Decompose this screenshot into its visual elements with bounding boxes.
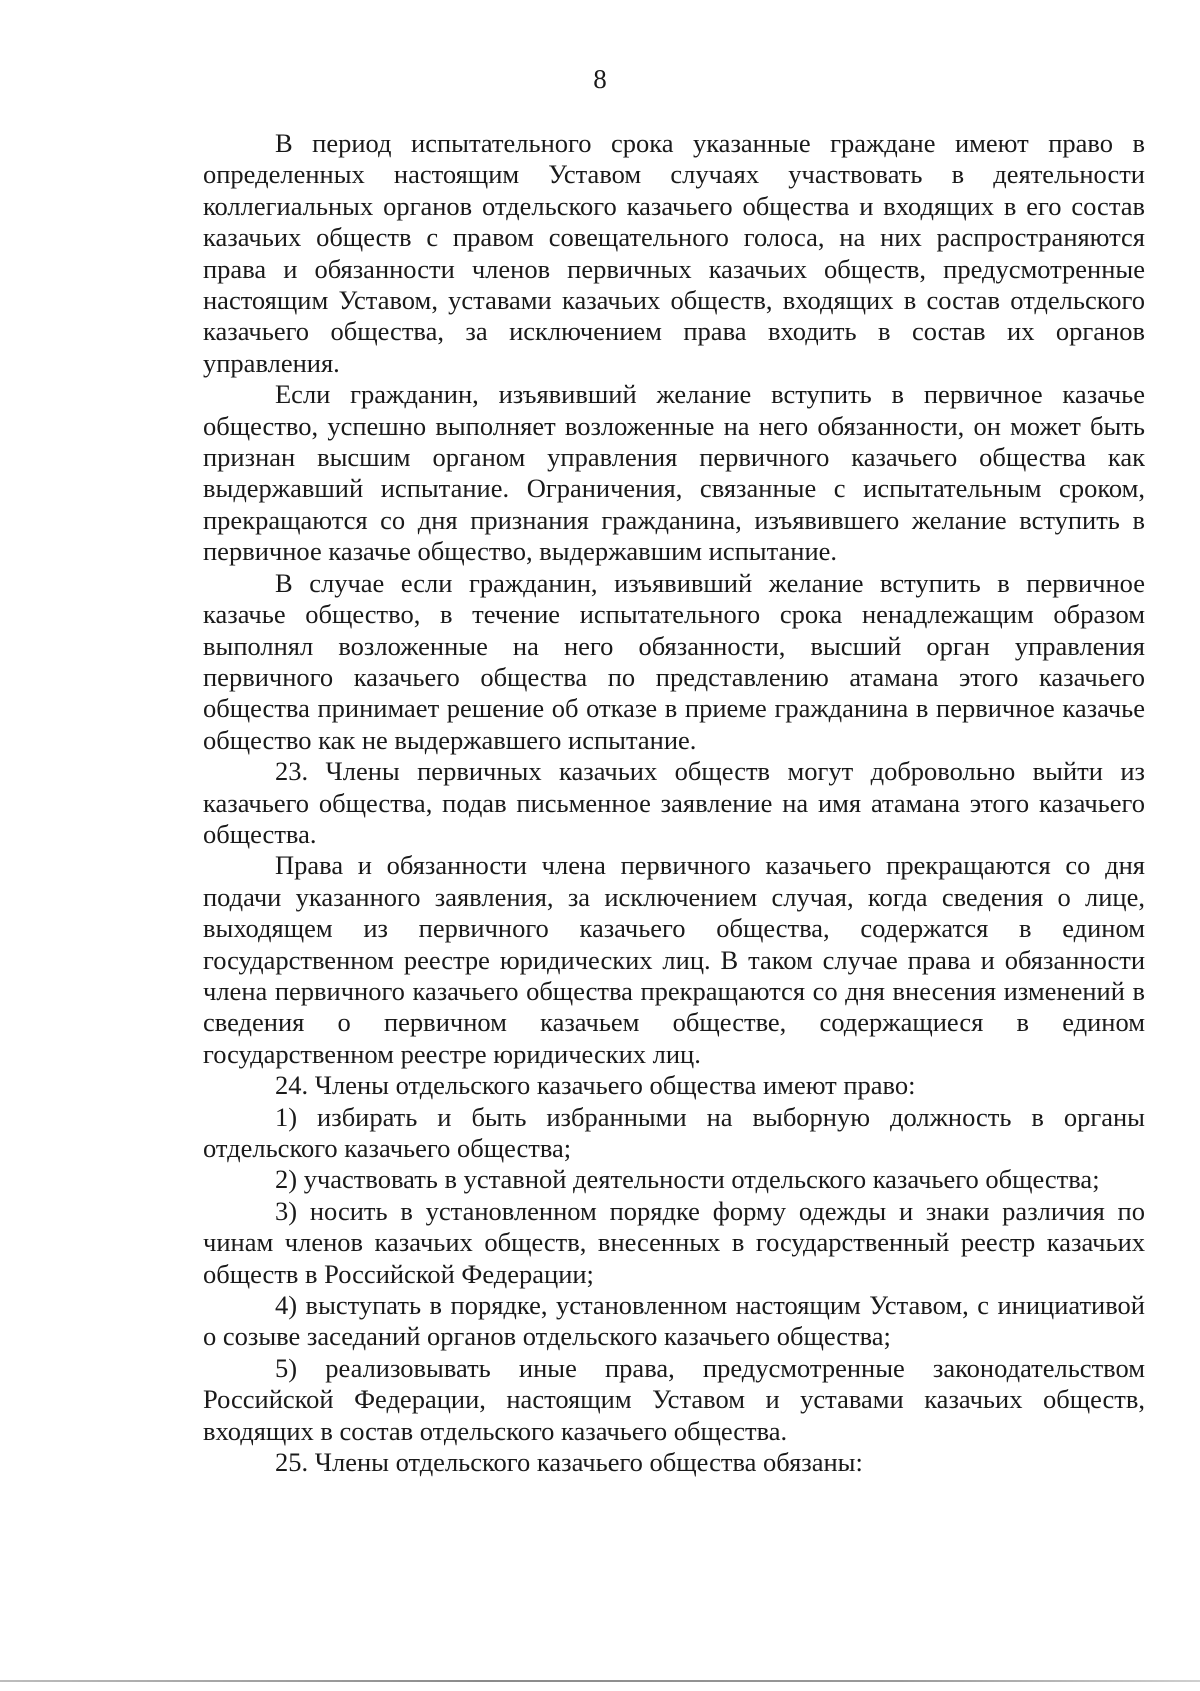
paragraph-clause-24: 24. Члены отдельского казачьего общества имеют право:	[275, 1070, 916, 1101]
scan-bottom-edge	[0, 1680, 1200, 1682]
list-item-right-1: 1) избирать и быть избранными на выборную должность в органы отдельского казачьего общества;	[203, 1101, 1145, 1163]
list-item-right-3: 3) носить в установленном порядке форму одежды и знаки различия по чинам членов казачьих обществ, внесенных в государственный реестр казачьих обществ в Российской Федерации;	[203, 1195, 1145, 1289]
list-item-right-5: 5) реализовывать иные права, предусмотренные законодательством Российской Федерации, настоящим Уставом и уставами казачьих обществ, входящих в состав отдельского казачьего общества.	[203, 1352, 1145, 1446]
document-body	[203, 128, 1145, 1478]
list-item-right-4: 4) выступать в порядке, установленном настоящим Уставом, с инициативой о созыве заседаний органов отдельского казачьего общества;	[203, 1290, 1145, 1352]
paragraph-failed-probation: В случае если гражданин, изъявивший желание вступить в первичное казачье общество, в течение испытательного срока ненадлежащим образом выполнял возложенные на него обязанности, высший орган управления первичного казачьего общества по представлению атамана этого казачьего общества принимает решение об отказе в приеме гражданина в первичное казачье общество как не выдержавшего испытание.	[203, 567, 1145, 755]
list-item-right-2: 2) участвовать в уставной деятельности отдельского казачьего общества;	[275, 1164, 1100, 1195]
paragraph-membership-termination: Права и обязанности члена первичного казачьего прекращаются со дня подачи указанного заявления, за исключением случая, когда сведения о лице, выходящем из первичного казачьего общества, содержатся в едином государственном реестре юридических лиц. В таком случае права и обязанности члена первичного казачьего общества прекращаются со дня внесения изменений в сведения о первичном казачьем обществе, содержащиеся в едином государственном реестре юридических лиц.	[203, 850, 1145, 1069]
paragraph-passed-probation: Если гражданин, изъявивший желание вступить в первичное казачье общество, успешно выполняет возложенные на него обязанности, он может быть признан высшим органом управления первичного казачьего общества как выдержавший испытание. Ограничения, связанные с испытательным сроком, прекращаются со дня признания гражданина, изъявившего желание вступить в первичное казачье общество, выдержавшим испытание.	[203, 379, 1145, 567]
paragraph-probation-rights: В период испытательного срока указанные граждане имеют право в определенных настоящим Уставом случаях участвовать в деятельности коллегиальных органов отдельского казачьего общества и входящих в его состав казачьих обществ с правом совещательного голоса, на них распространяются права и обязанности членов первичных казачьих обществ, предусмотренные настоящим Уставом, уставами казачьих обществ, входящих в состав отдельского казачьего общества, за исключением права входить в состав их органов управления.	[203, 128, 1145, 378]
page-number: 8	[593, 64, 607, 94]
paragraph-clause-23: 23. Члены первичных казачьих обществ могут добровольно выйти из казачьего общества, подав письменное заявление на имя атамана этого казачьего общества.	[203, 756, 1145, 849]
paragraph-clause-25: 25. Члены отдельского казачьего общества обязаны:	[275, 1447, 863, 1478]
